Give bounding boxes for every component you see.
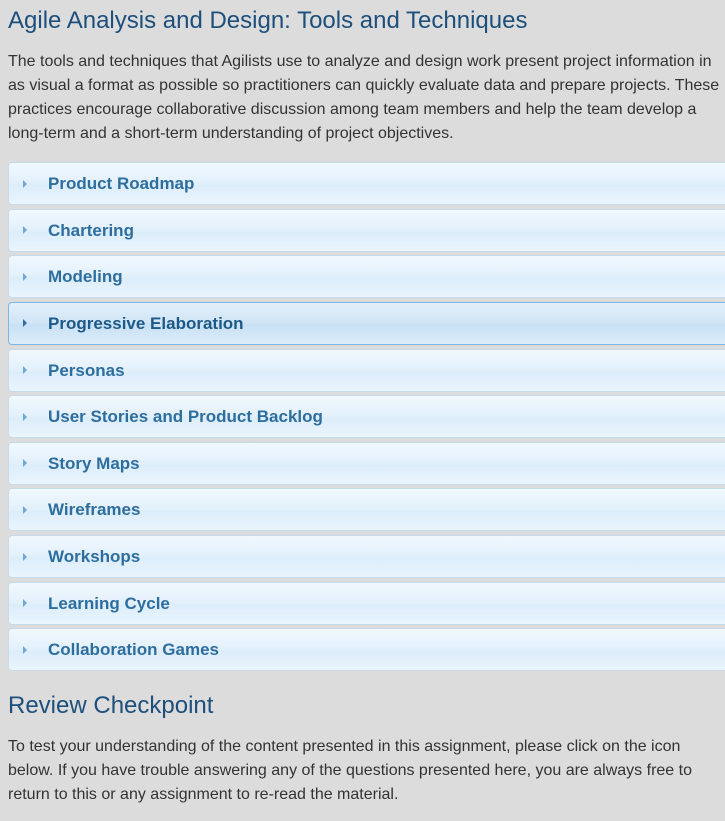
triangle-right-icon bbox=[23, 366, 27, 374]
triangle-right-icon bbox=[23, 413, 27, 421]
review-checkpoint-paragraph: To test your understanding of the content presented in this assignment, please click on the icon below. If you have trouble answering any of the questions presented here, you are always free to return to this or any assignment to re-read the material. bbox=[8, 738, 692, 803]
accordion-item-wireframes[interactable] bbox=[8, 488, 725, 531]
triangle-right-icon bbox=[23, 319, 27, 327]
accordion-item-label: Personas bbox=[48, 360, 125, 380]
triangle-right-icon bbox=[23, 180, 27, 188]
triangle-right-icon bbox=[23, 553, 27, 561]
accordion-item-user-stories[interactable] bbox=[8, 395, 725, 438]
accordion-item-label: Workshops bbox=[48, 547, 141, 567]
accordion-item-label: Learning Cycle bbox=[48, 593, 170, 613]
triangle-right-icon bbox=[23, 599, 27, 607]
accordion-item-label: Story Maps bbox=[48, 453, 140, 473]
intro-paragraph: The tools and techniques that Agilists use to analyze and design work present project information in as visual a format as possible so practitioners can quickly evaluate data and prepare projects. These practices encourage collaborative discussion among team members and help the team develop a long-term and a short-term understanding of project objectives. bbox=[8, 53, 720, 142]
triangle-right-icon bbox=[23, 459, 27, 467]
accordion-item-label: Progressive Elaboration bbox=[48, 313, 244, 333]
accordion-item-label: Collaboration Games bbox=[48, 640, 219, 660]
accordion-item-label: Chartering bbox=[48, 220, 134, 240]
accordion-item-modeling[interactable] bbox=[8, 255, 725, 298]
accordion-item-label: Product Roadmap bbox=[48, 174, 195, 193]
accordion-item-progressive-elaboration[interactable] bbox=[8, 302, 725, 345]
accordion-item-learning-cycle[interactable] bbox=[8, 582, 725, 625]
triangle-right-icon bbox=[23, 273, 27, 281]
accordion-item-chartering[interactable] bbox=[8, 209, 725, 252]
triangle-right-icon bbox=[23, 506, 27, 514]
accordion-item-label: Wireframes bbox=[48, 500, 141, 520]
triangle-right-icon bbox=[23, 646, 27, 654]
accordion-item-label: Modeling bbox=[48, 267, 123, 287]
accordion-item-workshops[interactable] bbox=[8, 535, 725, 578]
accordion-item-story-maps[interactable] bbox=[8, 442, 725, 485]
accordion-item-personas[interactable] bbox=[8, 349, 725, 392]
accordion-item-product-roadmap[interactable] bbox=[8, 162, 725, 205]
topics-accordion bbox=[8, 162, 725, 675]
triangle-right-icon bbox=[23, 226, 27, 234]
review-checkpoint-title: Review Checkpoint bbox=[8, 692, 214, 719]
page-title: Agile Analysis and Design: Tools and Techniques bbox=[8, 7, 528, 34]
accordion-item-label: User Stories and Product Backlog bbox=[48, 407, 323, 427]
accordion-item-collaboration-games[interactable] bbox=[8, 628, 725, 671]
